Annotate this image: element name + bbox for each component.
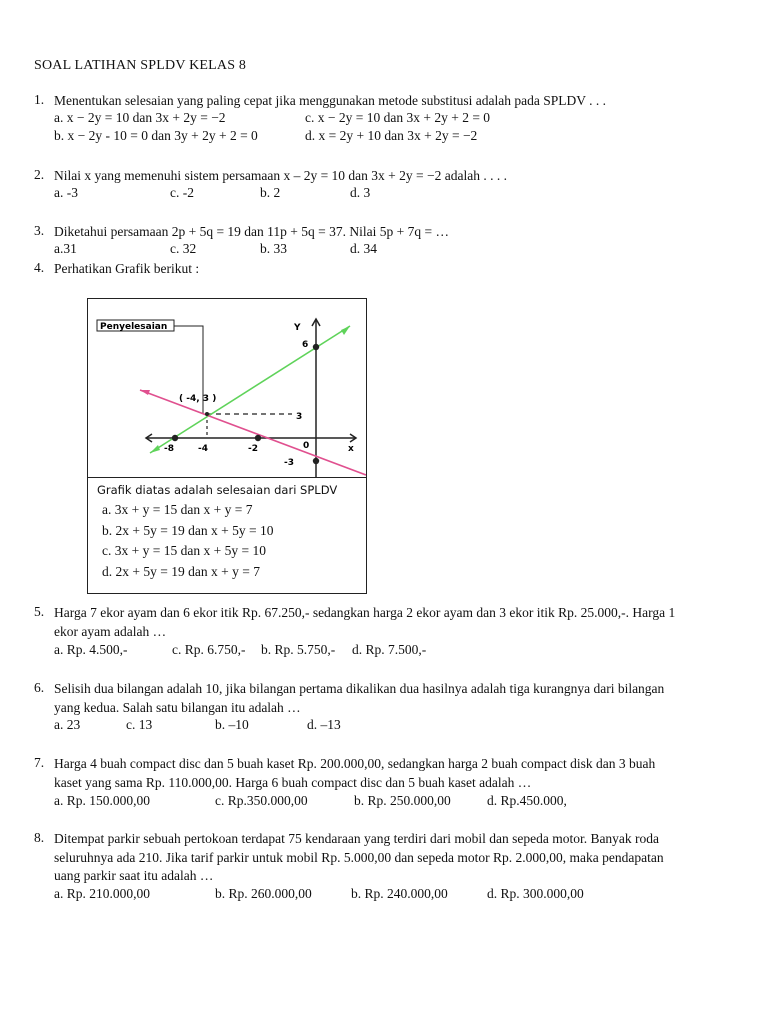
q6-text-line1: Selisih dua bilangan adalah 10, jika bilangan pertama dikalikan dua hasilnya adalah tiga kurangnya dari bilangan (54, 681, 665, 696)
q6-option-c: c. 13 (126, 717, 153, 732)
q1-option-b: b. x − 2y - 10 = 0 dan 3y + 2y + 2 = 0 (54, 128, 258, 143)
point-x-minus2 (255, 435, 261, 441)
y-axis-label: Y (294, 323, 301, 333)
q5-text-line2: ekor ayam adalah … (54, 624, 167, 639)
q8-text-line3: uang parkir saat itu adalah … (54, 868, 214, 883)
q4-caption: Grafik diatas adalah selesaian dari SPLDV (97, 483, 338, 497)
q5-option-b: b. Rp. 5.750,- (261, 642, 336, 657)
q3-number: 3. (34, 223, 45, 238)
tick-label-0: 0 (303, 441, 310, 451)
intersection-label: ( -4, 3 ) (179, 394, 217, 404)
q3-text: Diketahui persamaan 2p + 5q = 19 dan 11p + 5q = 37. Nilai 5p + 7q = … (54, 224, 449, 239)
q3-option-c: c. 32 (170, 241, 197, 256)
q4-option-d: d. 2x + 5y = 19 dan x + y = 7 (102, 564, 260, 579)
green-line-arrow-right (341, 326, 350, 335)
page-title: SOAL LATIHAN SPLDV KELAS 8 (34, 58, 247, 73)
q5-option-a: a. Rp. 4.500,- (54, 642, 128, 657)
graph-svg (88, 299, 366, 479)
q4-option-c: c. 3x + y = 15 dan x + 5y = 10 (102, 543, 266, 558)
green-line-arrow-left (150, 445, 160, 453)
q3-option-d: d. 34 (350, 241, 377, 256)
q7-text-line1: Harga 4 buah compact disc dan 5 buah kaset Rp. 200.000,00, sedangkan harga 2 buah compact disk dan 3 buah (54, 756, 656, 771)
q2-option-d: d. 3 (350, 185, 371, 200)
q8-text-line1: Ditempat parkir sebuah pertokoan terdapat 75 kendaraan yang terdiri dari mobil dan sepeda motor. Banyak roda (54, 831, 660, 846)
q6-number: 6. (34, 680, 45, 695)
green-line (150, 326, 350, 453)
pink-line (140, 390, 366, 475)
q1-option-c: c. x − 2y = 10 dan 3x + 2y + 2 = 0 (305, 110, 491, 125)
q8-number: 8. (34, 830, 45, 845)
q3-option-a: a.31 (54, 241, 77, 256)
q2-option-c: c. -2 (170, 185, 194, 200)
q4-number: 4. (34, 260, 45, 275)
pink-line-arrow (140, 390, 150, 395)
q1-option-d: d. x = 2y + 10 dan 3x + 2y = −2 (305, 128, 478, 143)
q2-option-b: b. 2 (260, 185, 281, 200)
point-y-minus3 (313, 458, 319, 464)
q2-text: Nilai x yang memenuhi sistem persamaan x – 2y = 10 dan 3x + 2y = −2 adalah . . . . (54, 168, 507, 183)
q7-option-b: b. Rp. 250.000,00 (354, 793, 451, 808)
q8-option-d: d. Rp. 300.000,00 (487, 886, 584, 901)
tick-label-minus3: -3 (284, 458, 294, 468)
q6-text-line2: yang kedua. Salah satu bilangan itu adalah … (54, 700, 301, 715)
q4-option-a: a. 3x + y = 15 dan x + y = 7 (102, 502, 253, 517)
q8-option-b: b. Rp. 260.000,00 (215, 886, 312, 901)
q2-option-a: a. -3 (54, 185, 78, 200)
q6-option-b: b. –10 (215, 717, 249, 732)
q4-text: Perhatikan Grafik berikut : (54, 261, 200, 276)
q7-option-c: c. Rp.350.000,00 (215, 793, 308, 808)
tick-label-6: 6 (302, 340, 309, 350)
q5-number: 5. (34, 604, 45, 619)
q8-option-b-second: b. Rp. 240.000,00 (351, 886, 448, 901)
q5-option-d: d. Rp. 7.500,- (352, 642, 427, 657)
x-axis-label: x (348, 444, 354, 454)
point-y-6 (313, 344, 319, 350)
q5-option-c: c. Rp. 6.750,- (172, 642, 246, 657)
q8-text-line2: seluruhnya ada 210. Jika tarif parkir untuk mobil Rp. 5.000,00 dan sepeda motor Rp. 2.000,00, maka pendapatan (54, 850, 664, 865)
tick-label-minus4: -4 (198, 444, 208, 454)
point-x-minus8 (172, 435, 178, 441)
q1-number: 1. (34, 92, 45, 107)
intersection-point (205, 412, 209, 416)
q6-option-a: a. 23 (54, 717, 81, 732)
q7-text-line2: kaset yang sama Rp. 110.000,00. Harga 6 buah compact disc dan 5 buah kaset adalah … (54, 775, 532, 790)
q2-number: 2. (34, 167, 45, 182)
q8-option-a: a. Rp. 210.000,00 (54, 886, 150, 901)
solution-label: Penyelesaian (100, 322, 168, 332)
q7-option-d: d. Rp.450.000, (487, 793, 567, 808)
q4-option-b: b. 2x + 5y = 19 dan x + 5y = 10 (102, 523, 274, 538)
q3-option-b: b. 33 (260, 241, 287, 256)
q1-option-a: a. x − 2y = 10 dan 3x + 2y = −2 (54, 110, 226, 125)
tick-label-minus2: -2 (248, 444, 258, 454)
q7-number: 7. (34, 755, 45, 770)
q4-graph (87, 298, 367, 480)
tick-label-3: 3 (296, 412, 303, 422)
q4-caption-box (87, 477, 367, 594)
tick-label-minus8: -8 (164, 444, 174, 454)
q5-text-line1: Harga 7 ekor ayam dan 6 ekor itik Rp. 67.250,- sedangkan harga 2 ekor ayam dan 3 ekor itik Rp. 25.000,-. Harga 1 (54, 605, 676, 620)
q1-text: Menentukan selesaian yang paling cepat jika menggunakan metode substitusi adalah pada SPLDV . . . (54, 93, 606, 108)
q6-option-d: d. –13 (307, 717, 341, 732)
q7-option-a: a. Rp. 150.000,00 (54, 793, 150, 808)
